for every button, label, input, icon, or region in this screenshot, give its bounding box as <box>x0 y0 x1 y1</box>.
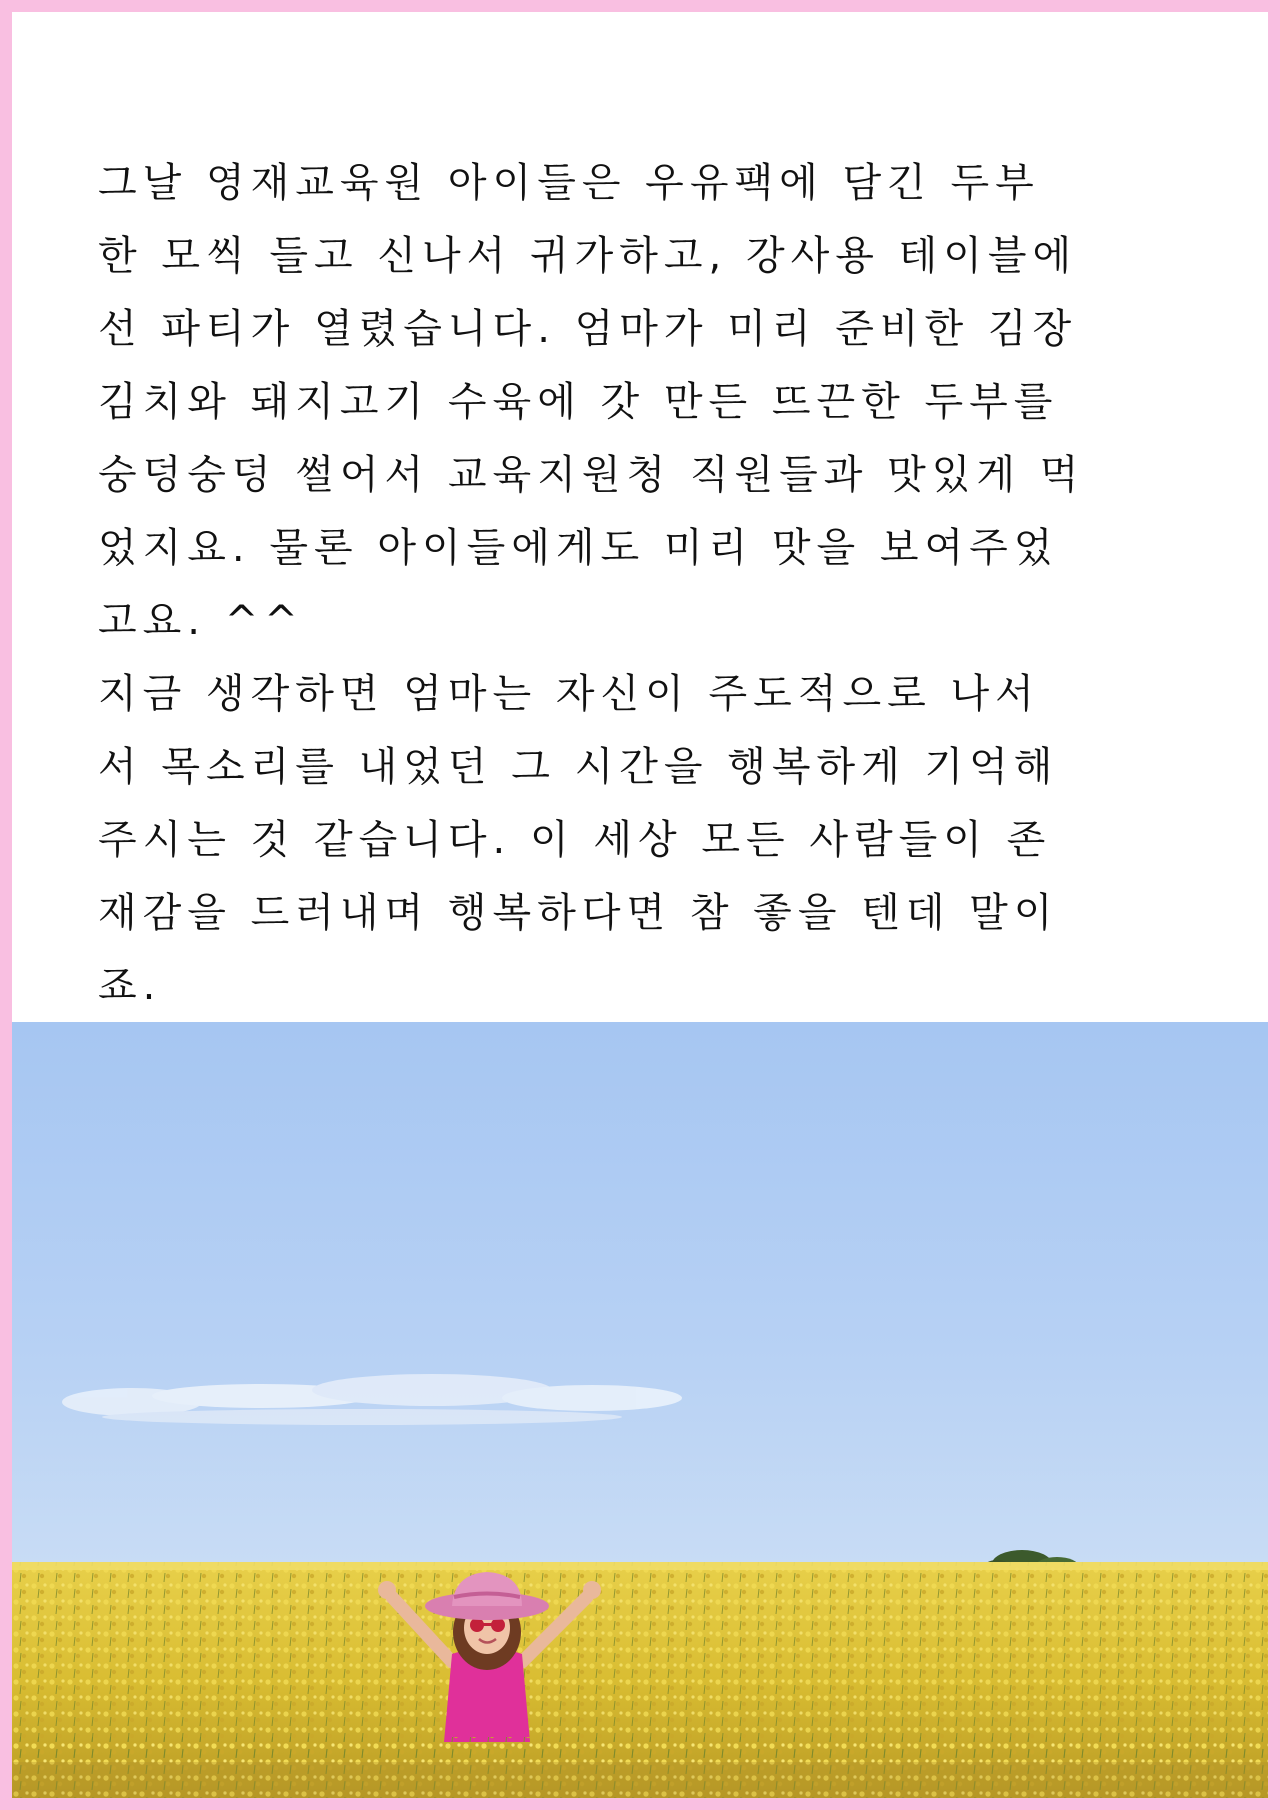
girl-in-rapeseed-field-photo <box>12 1022 1268 1798</box>
sky <box>12 1022 1268 1567</box>
text-line-8: 지금 생각하면 엄마는 자신이 주도적으로 나서 <box>98 671 1040 717</box>
text-line-4: 김치와 돼지고기 수육에 갓 만든 뜨끈한 두부를 <box>98 379 1059 425</box>
text-line-9: 서 목소리를 내었던 그 시간을 행복하게 기억해 <box>98 744 1059 790</box>
text-line-6: 었지요. 물론 아이들에게도 미리 맛을 보여주었 <box>98 525 1059 571</box>
text-line-5: 숭덩숭덩 썰어서 교육지원청 직원들과 맛있게 먹 <box>98 452 1085 498</box>
document-page <box>12 12 1268 1798</box>
text-line-12: 죠. <box>98 963 162 1009</box>
photo-illustration <box>12 1022 1268 1798</box>
text-line-7: 고요. ^^ <box>98 598 304 644</box>
article-text <box>98 147 1188 1023</box>
text-line-2: 한 모씩 들고 신나서 귀가하고, 강사용 테이블에 <box>98 233 1078 279</box>
text-line-1: 그날 영재교육원 아이들은 우유팩에 담긴 두부 <box>98 160 1040 206</box>
text-line-3: 선 파티가 열렸습니다. 엄마가 미리 준비한 김장 <box>98 306 1078 352</box>
text-line-10: 주시는 것 같습니다. 이 세상 모든 사람들이 존 <box>98 817 1052 863</box>
text-line-11: 재감을 드러내며 행복하다면 참 좋을 텐데 말이 <box>98 890 1059 936</box>
